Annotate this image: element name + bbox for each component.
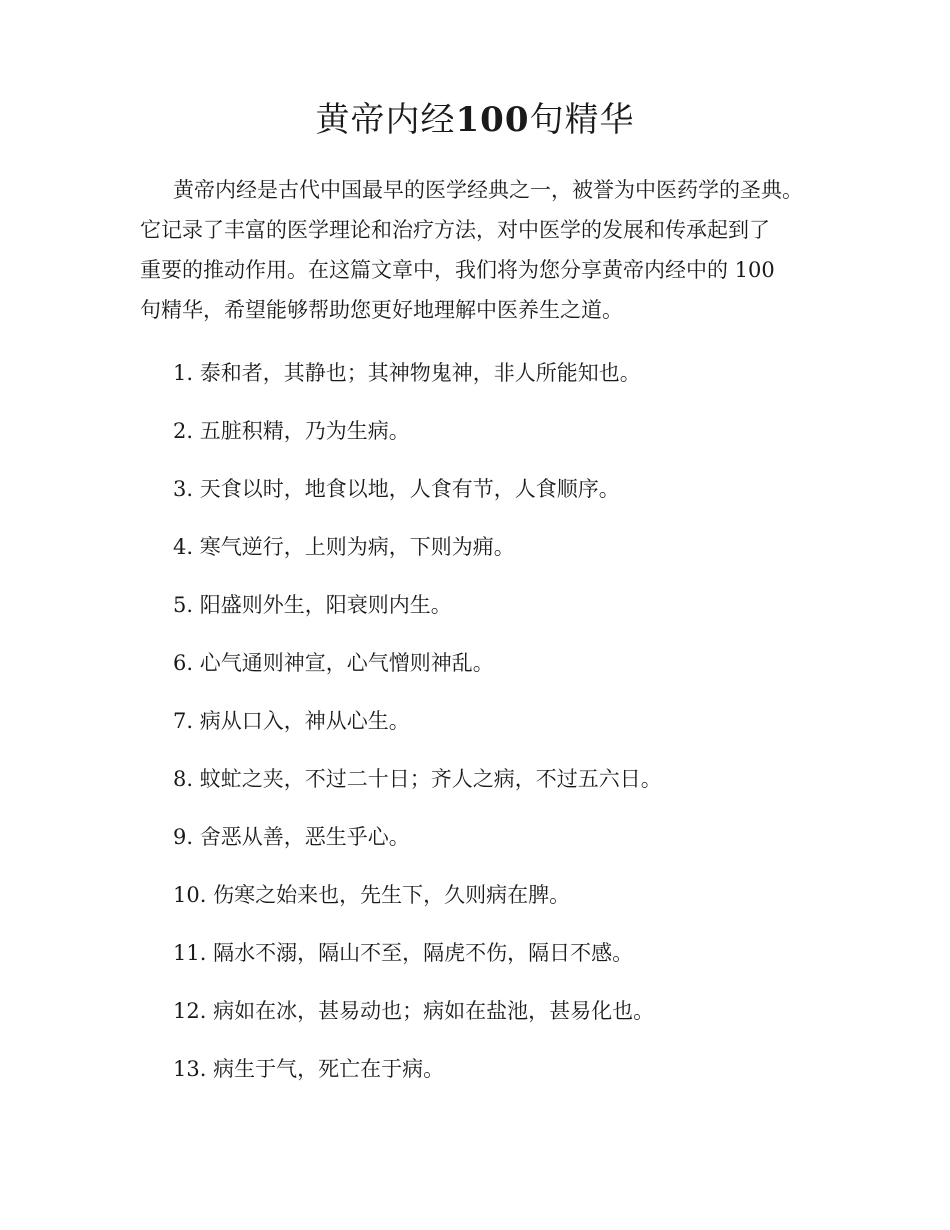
title-suffix: 句精华	[529, 100, 635, 140]
quote-item: 11. 隔水不溺，隔山不至，隔虎不伤，隔日不感。	[173, 941, 634, 965]
intro-paragraph	[140, 170, 840, 330]
intro-line: 句精华，希望能够帮助您更好地理解中医养生之道。	[140, 298, 623, 322]
page-title	[0, 96, 950, 144]
quote-item: 8. 蚊虻之夹，不过二十日；齐人之病，不过五六日。	[173, 767, 662, 791]
quote-item: 13. 病生于气，死亡在于病。	[173, 1057, 445, 1081]
quote-item: 3. 天食以时，地食以地，人食有节，人食顺序。	[173, 477, 620, 501]
quote-list	[173, 355, 853, 1109]
quote-item: 2. 五脏积精，乃为生病。	[173, 419, 410, 443]
quote-item: 7. 病从口入，神从心生。	[173, 709, 410, 733]
intro-line: 它记录了丰富的医学理论和治疗方法，对中医学的发展和传承起到了	[140, 218, 770, 242]
quote-item: 1. 泰和者，其静也；其神物鬼神，非人所能知也。	[173, 361, 641, 385]
quote-item: 9. 舍恶从善，恶生乎心。	[173, 825, 410, 849]
quote-item: 4. 寒气逆行，上则为病，下则为痈。	[173, 535, 515, 559]
quote-item: 6. 心气通则神宣，心气憎则神乱。	[173, 651, 494, 675]
title-prefix: 黄帝内经	[315, 100, 456, 140]
quote-item: 12. 病如在冰，甚易动也；病如在盐池，甚易化也。	[173, 999, 655, 1023]
intro-line: 黄帝内经是古代中国最早的医学经典之一，被誉为中医药学的圣典。	[173, 178, 803, 202]
intro-line: 重要的推动作用。在这篇文章中，我们将为您分享黄帝内经中的 100	[140, 258, 775, 282]
quote-item: 5. 阳盛则外生，阳衰则内生。	[173, 593, 452, 617]
quote-item: 10. 伤寒之始来也，先生下，久则病在脾。	[173, 883, 571, 907]
title-number: 100	[455, 100, 530, 140]
